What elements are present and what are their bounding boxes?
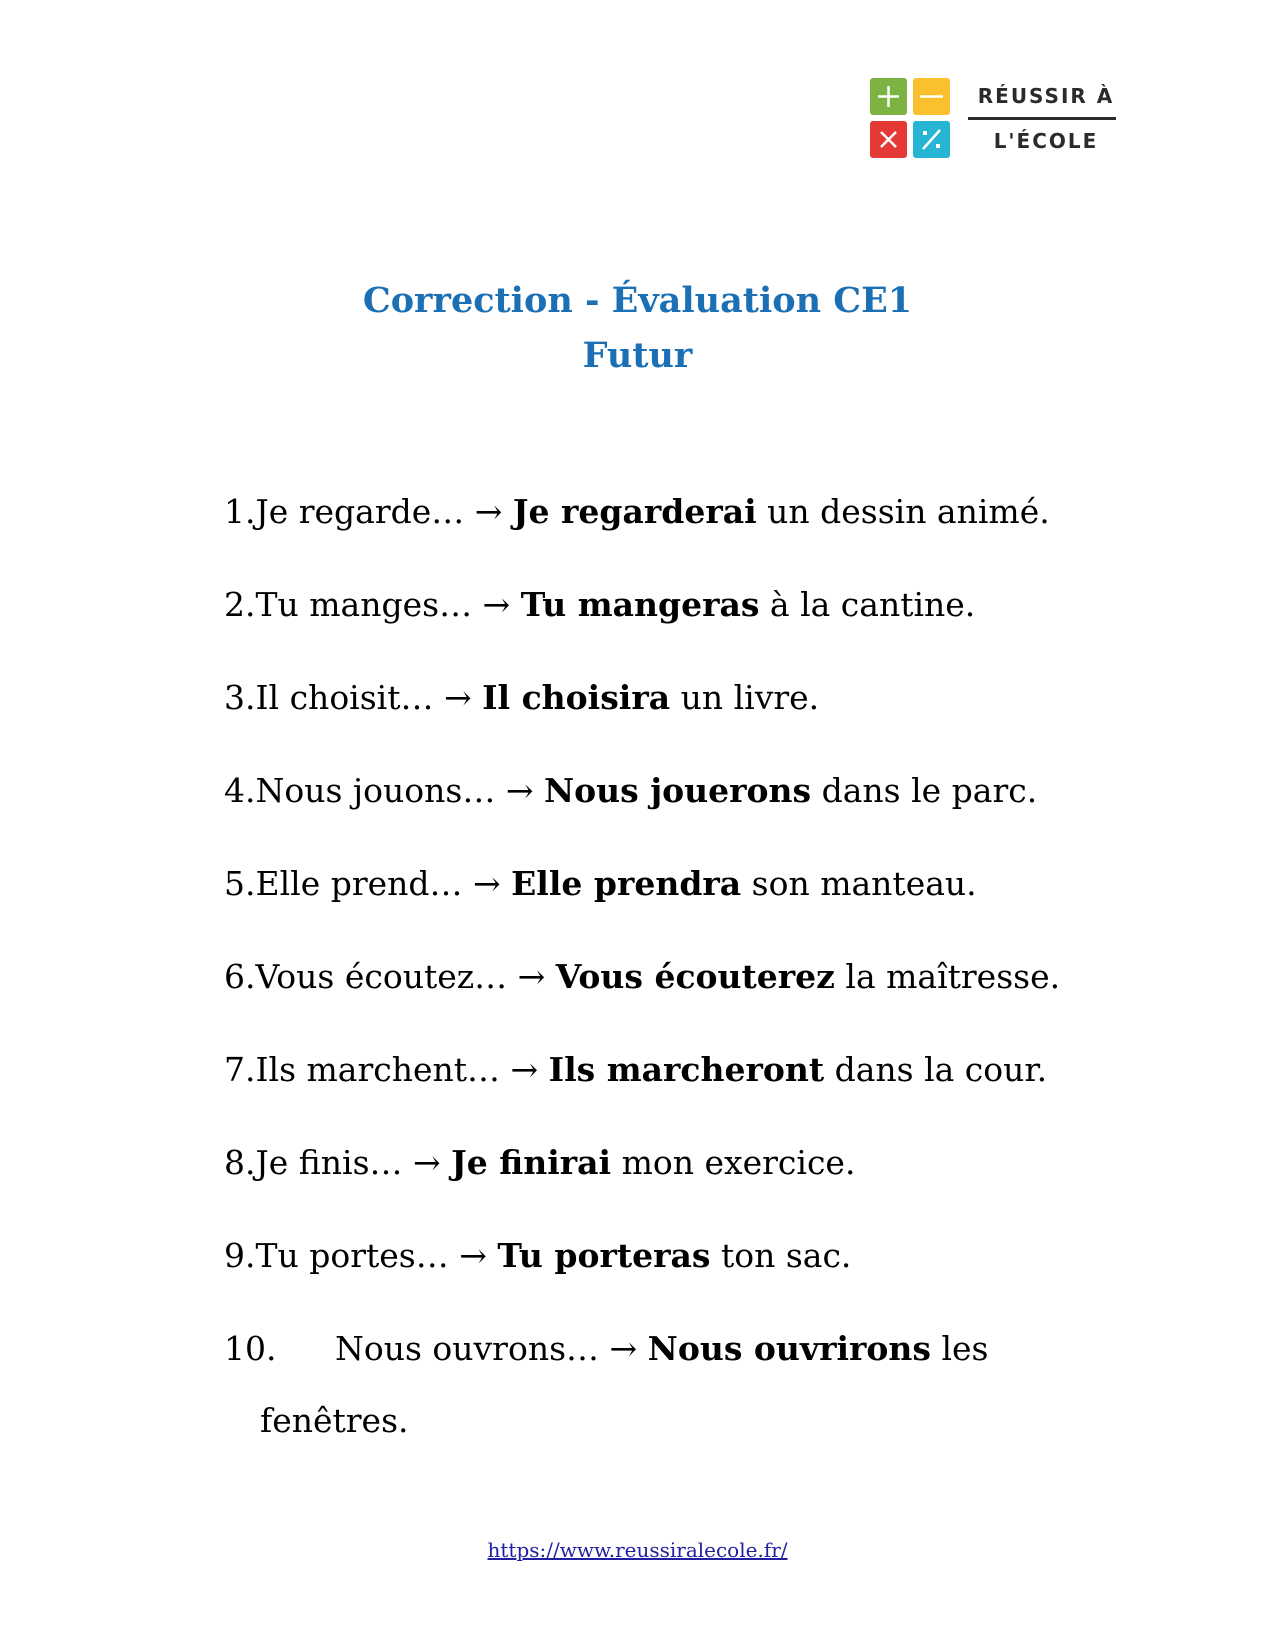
item-answer: Vous écouterez	[555, 957, 835, 996]
item-prompt: Je finis… →	[255, 1143, 452, 1182]
item-rest: dans le parc.	[811, 771, 1038, 810]
item-number: 4.	[224, 771, 256, 810]
item-answer: Nous ouvrirons	[647, 1329, 931, 1368]
item-answer: Elle prendra	[511, 864, 742, 903]
item-answer: Ils marcheront	[548, 1050, 825, 1089]
item-rest: mon exercice.	[611, 1143, 856, 1182]
item-answer: Je finirai	[451, 1143, 612, 1182]
list-item	[224, 1329, 988, 1369]
item-answer: Nous jouerons	[543, 771, 812, 810]
item-number: 9.	[224, 1236, 256, 1275]
list-item	[224, 957, 1060, 997]
item-number: 6.	[224, 957, 256, 996]
item-prompt: Nous ouvrons… →	[335, 1329, 648, 1368]
list-item	[224, 1050, 1047, 1090]
item-answer: Il choisira	[482, 678, 671, 717]
list-item	[224, 1143, 855, 1183]
item-rest: à la cantine.	[759, 585, 976, 624]
item-prompt: Nous jouons… →	[255, 771, 544, 810]
page-subtitle: Futur	[582, 335, 693, 376]
item-rest: un livre.	[670, 678, 820, 717]
item-answer: Je regarderai	[512, 492, 757, 531]
item-number: 7.	[224, 1050, 256, 1089]
list-item	[224, 585, 975, 625]
item-answer: Tu porteras	[497, 1236, 711, 1275]
item-prompt: Tu manges… →	[255, 585, 521, 624]
item-rest: ton sac.	[710, 1236, 852, 1275]
item-number: 8.	[224, 1143, 256, 1182]
list-item	[224, 771, 1037, 811]
times-icon	[870, 121, 907, 158]
list-item	[224, 864, 977, 904]
item-prompt: Elle prend… →	[255, 864, 512, 903]
item-number: 10.	[224, 1329, 277, 1368]
item-prompt: Ils marchent… →	[255, 1050, 549, 1089]
logo-text-line2: L'ÉCOLE	[993, 129, 1099, 153]
item-prompt: Tu portes… →	[255, 1236, 498, 1275]
list-item	[224, 492, 1050, 532]
item-rest: les	[930, 1329, 989, 1368]
item-number: 5.	[224, 864, 256, 903]
website-link[interactable]: https://www.reussiralecole.fr/	[487, 1538, 788, 1562]
item-prompt: Vous écoutez… →	[255, 957, 556, 996]
site-logo	[870, 78, 1120, 160]
percent-icon	[913, 121, 950, 158]
plus-icon	[870, 78, 907, 115]
minus-icon	[913, 78, 950, 115]
item-prompt: Je regarde… →	[255, 492, 513, 531]
footer	[0, 1538, 1275, 1562]
list-item	[224, 1236, 851, 1276]
item-answer: Tu mangeras	[520, 585, 760, 624]
item-rest: la maîtresse.	[834, 957, 1061, 996]
item-number: 2.	[224, 585, 256, 624]
item-number: 3.	[224, 678, 256, 717]
item-rest: son manteau.	[741, 864, 977, 903]
logo-divider	[968, 117, 1116, 120]
logo-text-line1: RÉUSSIR À	[977, 84, 1115, 108]
item-rest: un dessin animé.	[756, 492, 1050, 531]
page-title: Correction - Évaluation CE1	[362, 280, 913, 321]
item-prompt: Il choisit… →	[255, 678, 483, 717]
item-number: 1.	[224, 492, 256, 531]
item-rest: dans la cour.	[824, 1050, 1048, 1089]
list-item-continuation: fenêtres.	[260, 1401, 409, 1440]
list-item	[224, 678, 819, 718]
